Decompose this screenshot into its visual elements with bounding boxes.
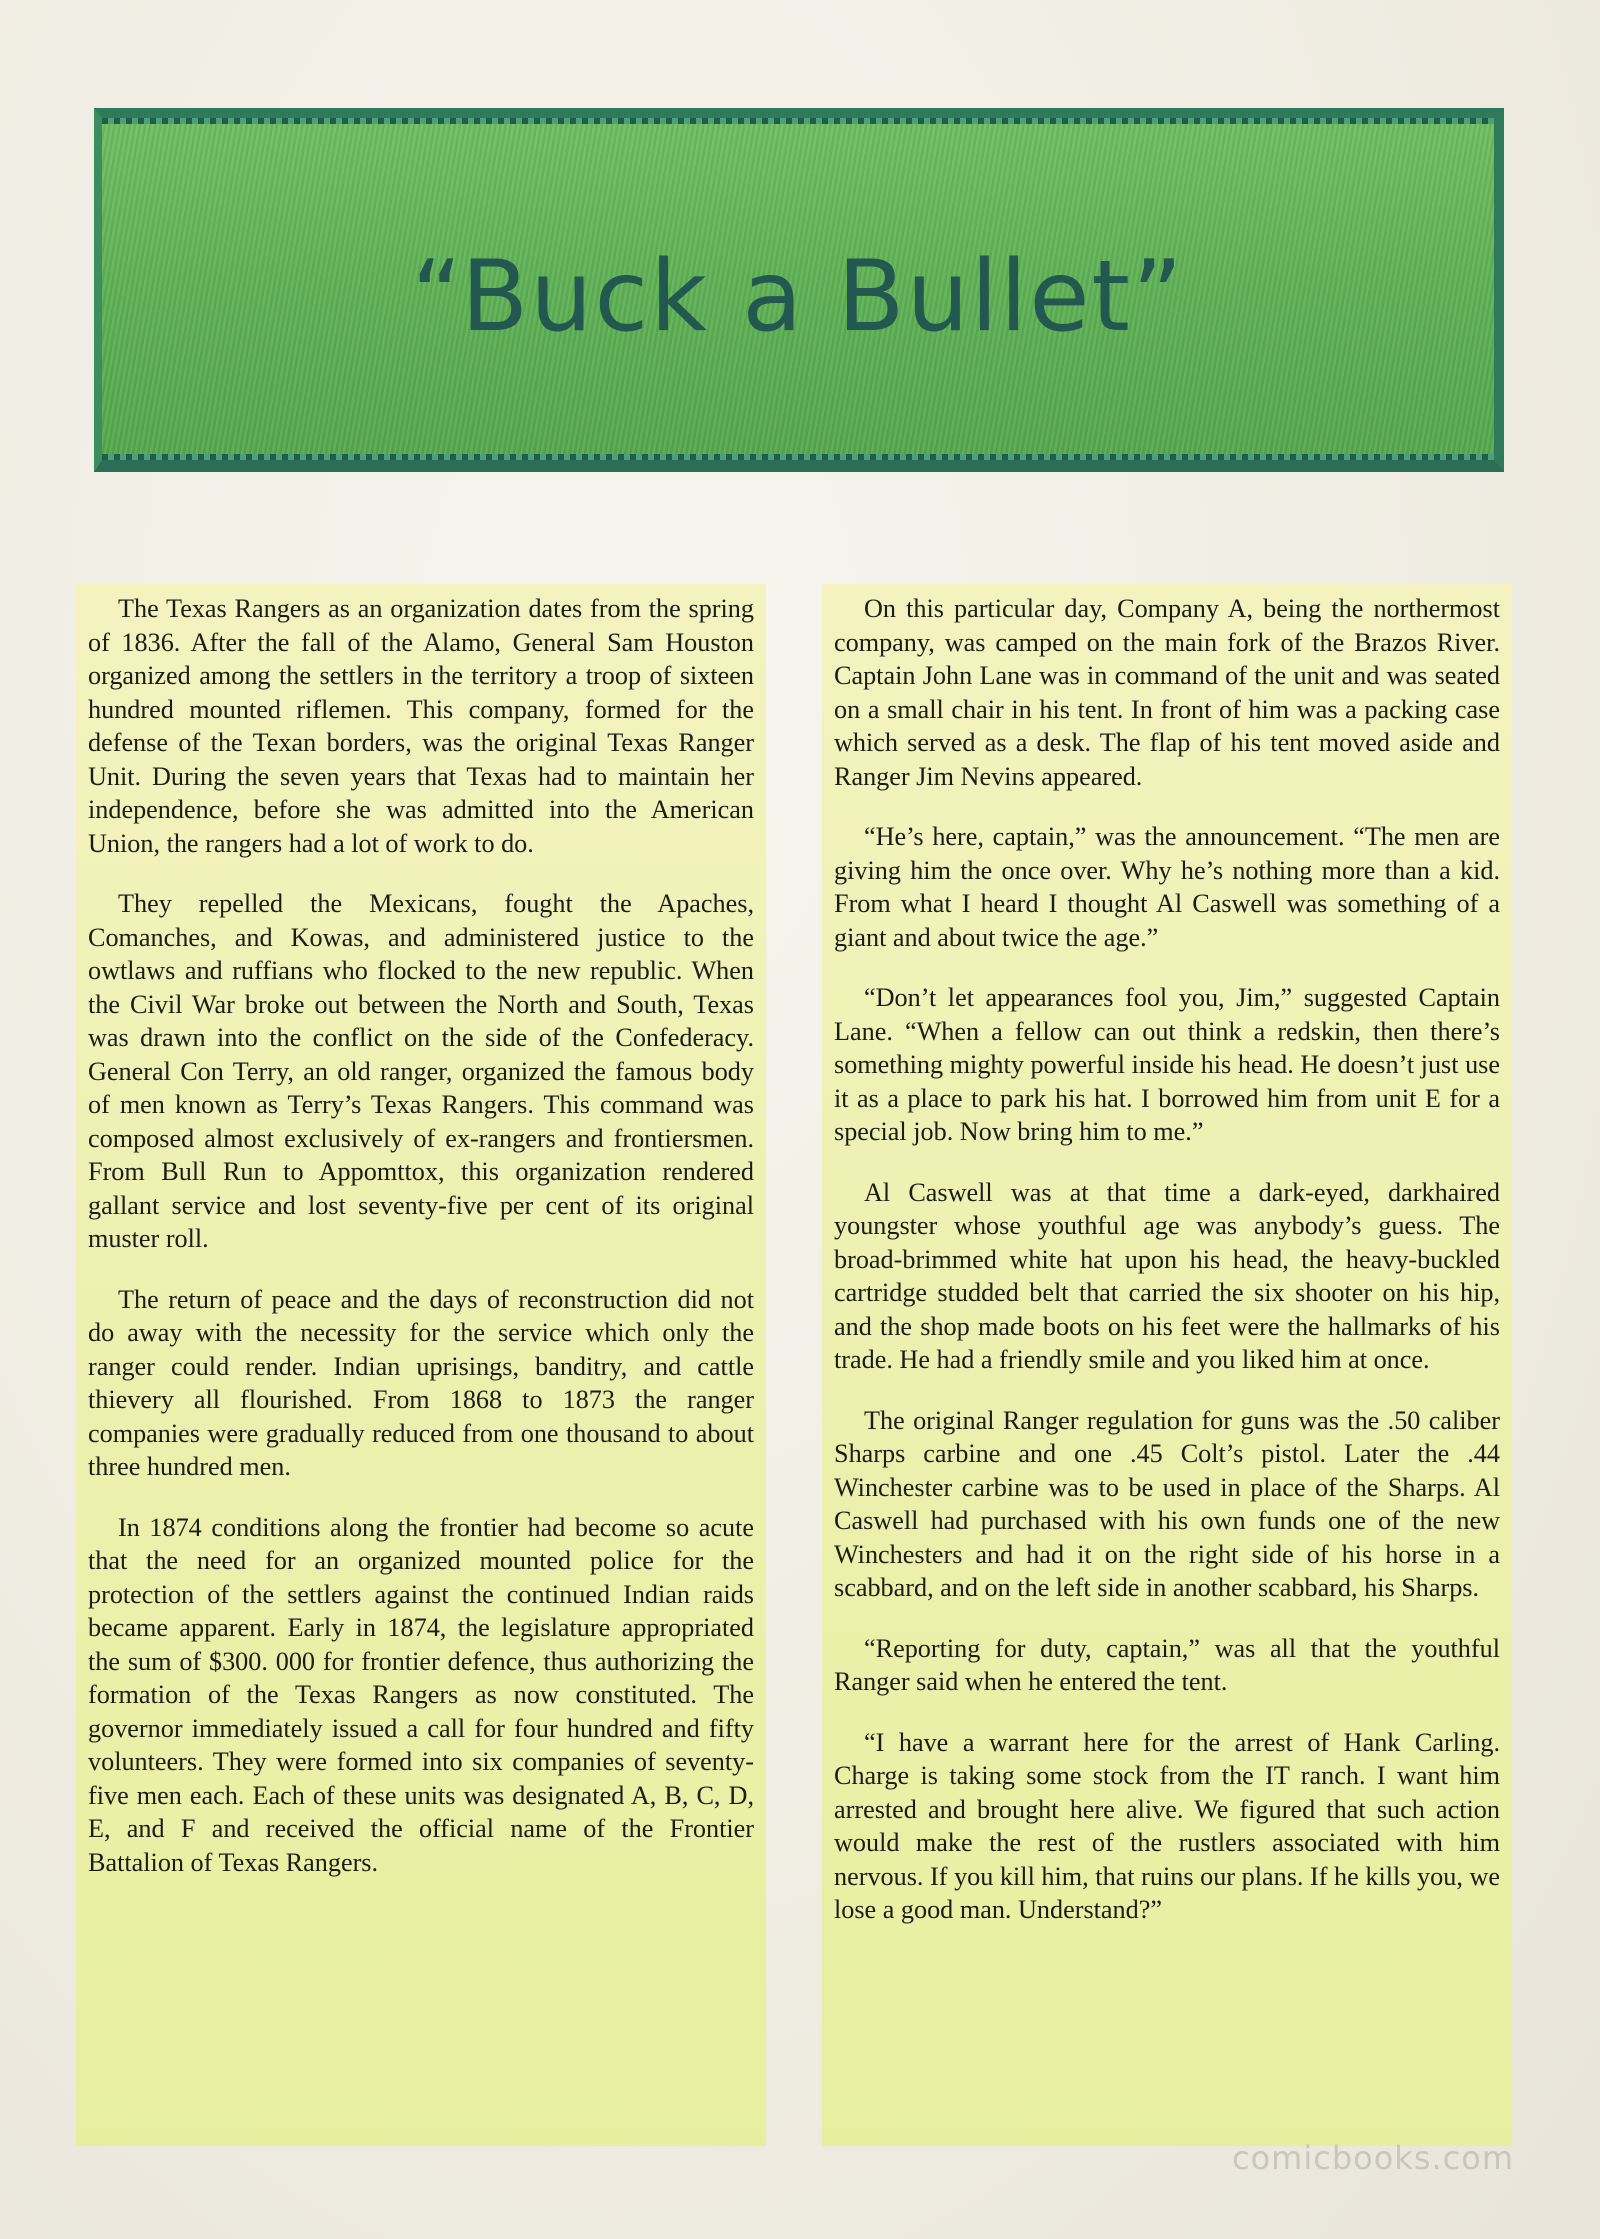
- paragraph: On this particular day, Company A, being the northermost company, was camped on the main fork of the Brazos River. Captain John Lane was in command of the unit and was seated on a small chair in his tent. In front of him was a packing case which served as a desk. The flap of his tent moved aside and Ranger Jim Nevins appeared.: [834, 594, 1500, 791]
- paragraph: Al Caswell was at that time a dark-eyed, darkhaired youngster whose youthful age was anybody’s guess. The broad-brimmed white hat upon his head, the heavy-buckled cartridge studded belt that carried the six shooter on his hip, and the shop made boots on his feet were the hallmarks of his trade. He had a friendly smile and you liked him at once.: [834, 1177, 1500, 1374]
- text-column-left: [76, 584, 766, 2146]
- paragraph: “Reporting for duty, captain,” was all that the youthful Ranger said when he entered the tent.: [834, 1633, 1500, 1696]
- paragraph: They repelled the Mexicans, fought the Apaches, Comanches, and Kowas, and administered justice to the owtlaws and ruffians who flocked to the new republic. When the Civil War broke out between the North and South, Texas was drawn into the conflict on the side of the Confederacy. General Con Terry, an old ranger, organized the famous body of men known as Terry’s Texas Rangers. This command was composed almost exclusively of ex-rangers and frontiersmen. From Bull Run to Appomttox, this organization rendered gallant service and lost seventy-five per cent of its original muster roll.: [88, 889, 754, 1253]
- paragraph: The return of peace and the days of reconstruction did not do away with the necessity for the service which only the ranger could render. Indian uprisings, banditry, and cattle thievery all flourished. From 1868 to 1873 the ranger companies were gradually reduced from one thousand to about three hundred men.: [88, 1284, 754, 1481]
- paragraph: “Don’t let appearances fool you, Jim,” suggested Captain Lane. “When a fellow can out think a redskin, then there’s something mighty powerful inside his head. He doesn’t just use it as a place to park his hat. I borrowed him from unit E for a special job. Now bring him to me.”: [834, 983, 1500, 1146]
- paragraph: “I have a warrant here for the arrest of Hank Carling. Charge is taking some stock from the IT ranch. I want him arrested and brought here alive. We figured that such action would make the rest of the rustlers associated with him nervous. If you kill him, that ruins our plans. If he kills you, we lose a good man. Understand?”: [834, 1727, 1500, 1924]
- paragraph: The Texas Rangers as an organization dates from the spring of 1836. After the fall of the Alamo, General Sam Houston organized among the settlers in the territory a troop of sixteen hundred mounted riflemen. This company, formed for the defense of the Texan borders, was the original Texas Ranger Unit. During the seven years that Texas had to maintain her independence, before she was admitted into the American Union, the rangers had a lot of work to do.: [88, 594, 754, 858]
- watermark: comicbooks.com: [1231, 2139, 1514, 2177]
- text-column-right: [822, 584, 1512, 2146]
- paragraph: The original Ranger regulation for guns was the .50 caliber Sharps carbine and one .45 Colt’s pistol. Later the .44 Winchester carbine was to be used in place of the Sharps. Al Caswell had purchased with his own funds one of the new Winchesters and had it on the right side of his horse in a scabbard, and on the left side in another scabbard, his Sharps.: [834, 1405, 1500, 1602]
- title-banner: [94, 108, 1504, 472]
- paragraph: “He’s here, captain,” was the announcement. “The men are giving him the once over. Why he’s nothing more than a kid. From what I heard I thought Al Caswell was something of a giant and about twice the age.”: [834, 822, 1500, 952]
- story-title: “Buck a Bullet”: [411, 240, 1185, 354]
- paragraph: In 1874 conditions along the frontier had become so acute that the need for an organized mounted police for the protection of the settlers against the continued Indian raids became apparent. Early in 1874, the legislature appropriated the sum of $300. 000 for frontier defence, thus authorizing the formation of the Texas Rangers as now constituted. The governor immediately issued a call for four hundred and fifty volunteers. They were formed into six companies of seventy-five men each. Each of these units was designated A, B, C, D, E, and F and received the official name of the Frontier Battalion of Texas Rangers.: [88, 1512, 754, 1877]
